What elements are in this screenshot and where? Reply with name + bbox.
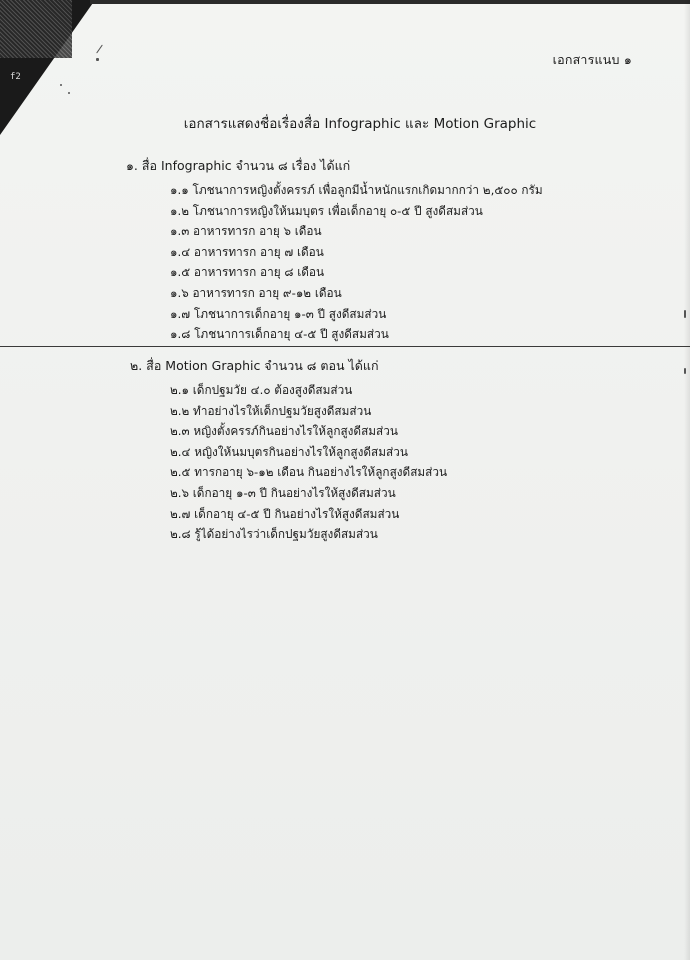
section-divider <box>0 346 690 347</box>
list-item: ๑.๘ โภชนาการเด็กอายุ ๔-๕ ปี สูงดีสมส่วน <box>170 327 389 342</box>
list-item: ๑.๒ โภชนาการหญิงให้นมบุตร เพื่อเด็กอายุ ๐-๕ ปี สูงดีสมส่วน <box>170 203 483 218</box>
list-item: ๒.๓ หญิงตั้งครรภ์กินอย่างไรให้ลูกสูงดีสมส่วน <box>170 424 398 439</box>
scan-corner-texture <box>0 0 72 58</box>
list-item: ๒.๔ หญิงให้นมบุตรกินอย่างไรให้ลูกสูงดีสมส่วน <box>170 444 408 459</box>
scan-speck <box>96 58 99 61</box>
annex-label: เอกสารแนบ ๑ <box>552 52 632 67</box>
list-item: ๒.๗ เด็กอายุ ๔-๕ ปี กินอย่างไรให้สูงดีสมส่วน <box>170 506 400 521</box>
item-list <box>0 380 690 545</box>
list-item: ๒.๒ ทำอย่างไรให้เด็กปฐมวัยสูงดีสมส่วน <box>170 403 372 418</box>
scan-speck <box>96 45 103 54</box>
page-title: เอกสารแสดงชื่อเรื่องสื่อ Infographic และ Motion Graphic <box>183 116 537 132</box>
list-item: ๒.๕ ทารกอายุ ๖-๑๒ เดือน กินอย่างไรให้ลูกสูงดีสมส่วน <box>170 465 448 480</box>
list-item: ๒.๖ เด็กอายุ ๑-๓ ปี กินอย่างไรให้สูงดีสมส่วน <box>170 485 396 500</box>
scan-top-edge <box>90 0 690 4</box>
page-mark: f2 <box>10 72 21 82</box>
section-heading: ๒. สื่อ Motion Graphic จำนวน ๘ ตอน ได้แก่ <box>130 358 379 373</box>
scan-speck <box>68 92 70 94</box>
list-item: ๑.๑ โภชนาการหญิงตั้งครรภ์ เพื่อลูกมีน้ำหนักแรกเกิดมากกว่า ๒,๕๐๐ กรัม <box>170 183 543 197</box>
section-motion-graphic <box>0 356 690 545</box>
scan-speck <box>60 84 62 86</box>
list-item: ๑.๔ อาหารทารก อายุ ๗ เดือน <box>170 244 324 259</box>
section-heading: ๑. สื่อ Infographic จำนวน ๘ เรื่อง ได้แก่ <box>126 158 351 173</box>
list-item: ๑.๓ อาหารทารก อายุ ๖ เดือน <box>170 224 322 239</box>
list-item: ๒.๑ เด็กปฐมวัย ๔.๐ ต้องสูงดีสมส่วน <box>170 383 353 397</box>
list-item: ๑.๗ โภชนาการเด็กอายุ ๑-๓ ปี สูงดีสมส่วน <box>170 306 387 321</box>
list-item: ๑.๕ อาหารทารก อายุ ๘ เดือน <box>170 265 325 280</box>
item-list <box>0 180 690 345</box>
section-infographic <box>0 156 690 345</box>
list-item: ๒.๘ รู้ได้อย่างไรว่าเด็กปฐมวัยสูงดีสมส่วน <box>170 527 378 542</box>
list-item: ๑.๖ อาหารทารก อายุ ๙-๑๒ เดือน <box>170 285 342 300</box>
